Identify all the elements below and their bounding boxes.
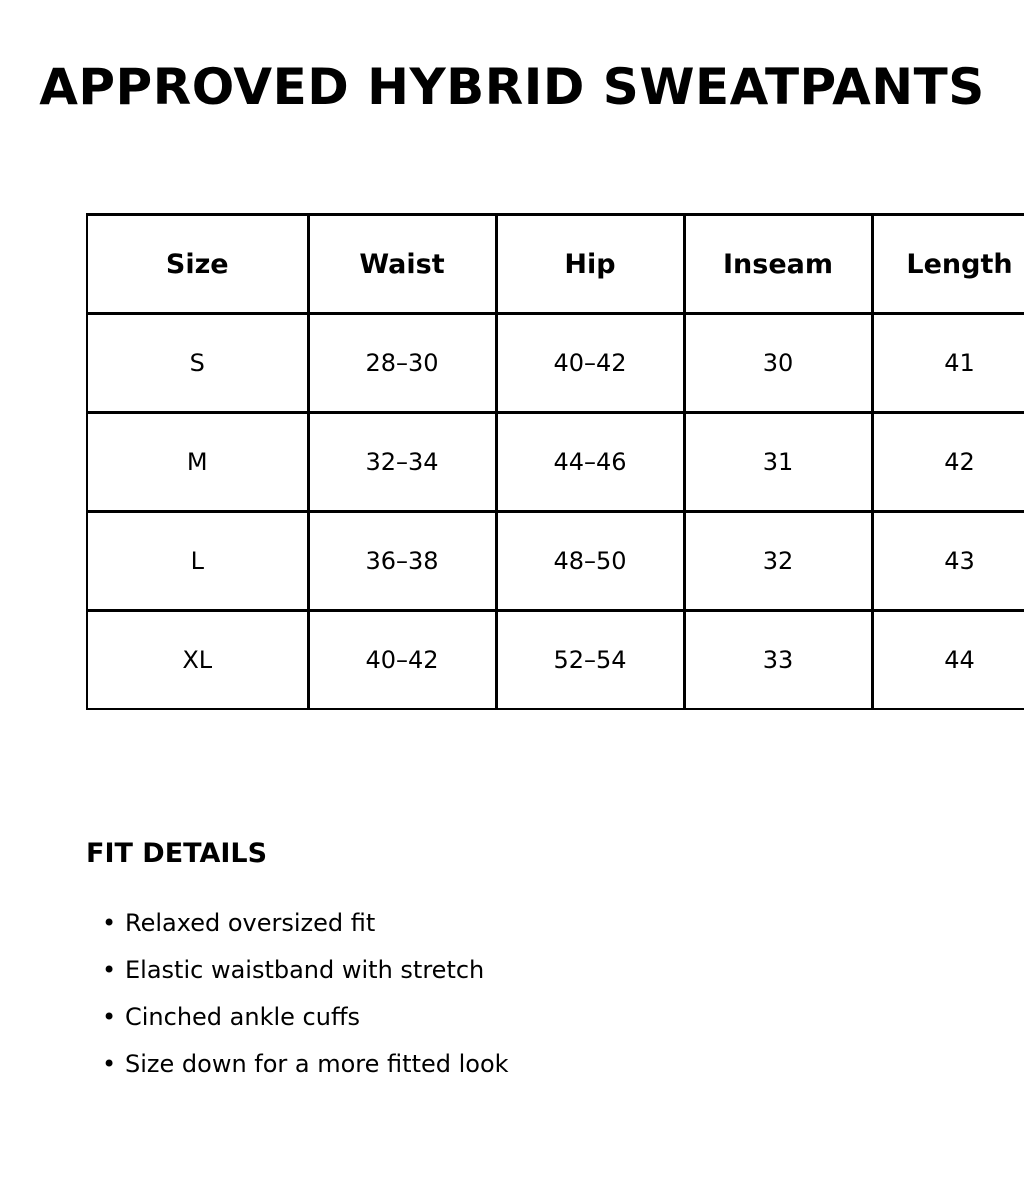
cell-inseam: 30 xyxy=(684,314,872,413)
table-row xyxy=(87,413,1024,512)
header-hip: Hip xyxy=(496,215,684,314)
header-length: Length xyxy=(872,215,1024,314)
list-item xyxy=(102,947,509,994)
bullet-icon: • xyxy=(102,1050,117,1078)
fit-details-heading: FIT DETAILS xyxy=(86,838,268,869)
header-inseam: Inseam xyxy=(684,215,872,314)
size-chart-table-container xyxy=(86,213,1024,710)
list-item-text: Size down for a more fitted look xyxy=(125,1050,509,1078)
cell-waist: 40–42 xyxy=(308,611,496,710)
list-item xyxy=(102,900,509,947)
cell-waist: 28–30 xyxy=(308,314,496,413)
list-item xyxy=(102,1041,509,1088)
cell-length: 43 xyxy=(872,512,1024,611)
page-title: APPROVED HYBRID SWEATPANTS xyxy=(39,58,985,116)
list-item-text: Elastic waistband with stretch xyxy=(125,956,485,984)
list-item-text: Cinched ankle cuffs xyxy=(125,1003,360,1031)
table-header-row xyxy=(87,215,1024,314)
bullet-icon: • xyxy=(102,956,117,984)
cell-waist: 32–34 xyxy=(308,413,496,512)
table-row xyxy=(87,512,1024,611)
cell-inseam: 33 xyxy=(684,611,872,710)
list-item-text: Relaxed oversized fit xyxy=(125,909,376,937)
cell-size: S xyxy=(87,314,308,413)
size-chart-table xyxy=(86,213,1024,710)
cell-length: 42 xyxy=(872,413,1024,512)
cell-size: L xyxy=(87,512,308,611)
table-row xyxy=(87,611,1024,710)
bullet-icon: • xyxy=(102,1003,117,1031)
header-size: Size xyxy=(87,215,308,314)
cell-size: M xyxy=(87,413,308,512)
table-row xyxy=(87,314,1024,413)
cell-hip: 40–42 xyxy=(496,314,684,413)
cell-waist: 36–38 xyxy=(308,512,496,611)
cell-hip: 48–50 xyxy=(496,512,684,611)
header-waist: Waist xyxy=(308,215,496,314)
bullet-icon: • xyxy=(102,909,117,937)
cell-length: 41 xyxy=(872,314,1024,413)
cell-inseam: 32 xyxy=(684,512,872,611)
fit-details-list xyxy=(102,900,509,1088)
cell-hip: 44–46 xyxy=(496,413,684,512)
cell-length: 44 xyxy=(872,611,1024,710)
cell-size: XL xyxy=(87,611,308,710)
cell-hip: 52–54 xyxy=(496,611,684,710)
cell-inseam: 31 xyxy=(684,413,872,512)
list-item xyxy=(102,994,509,1041)
